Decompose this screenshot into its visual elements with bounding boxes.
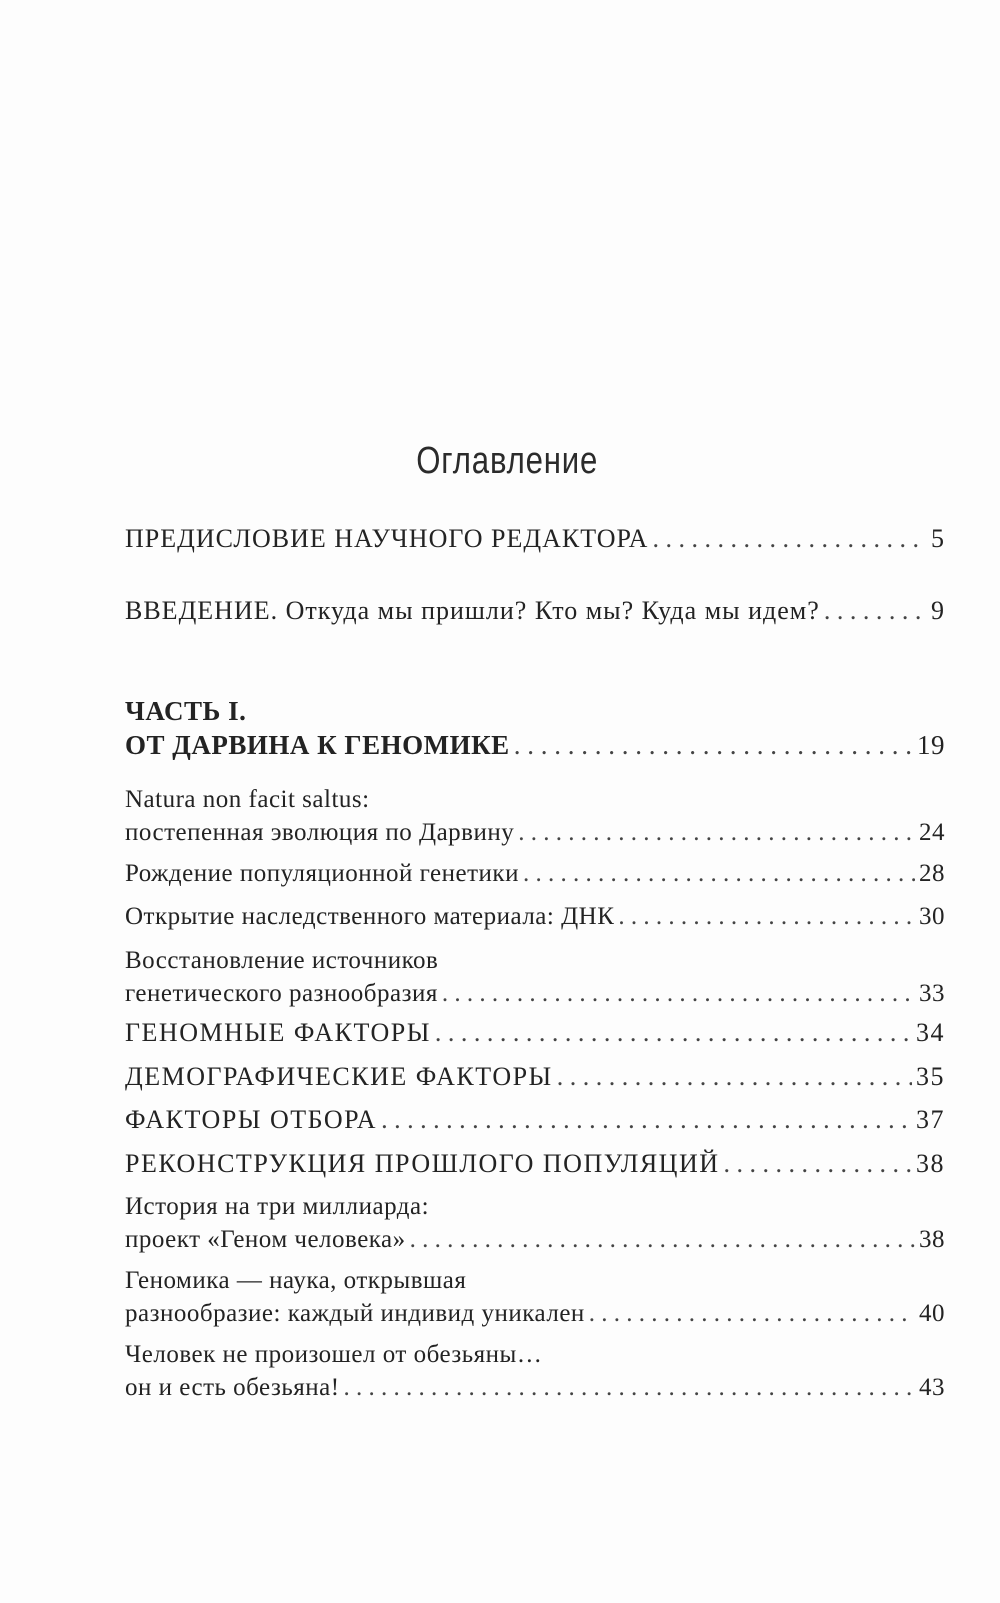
toc-entry-title-line1: Natura non facit saltus:: [125, 786, 370, 813]
toc-entry-reconstruction[interactable]: [125, 1147, 945, 1180]
toc-entry-title: ГЕНОМНЫЕ ФАКТОРЫ: [125, 1018, 431, 1047]
toc-entry-title-line2: постепенная эволюция по Дарвину: [125, 819, 515, 846]
toc-page-number: 5: [931, 524, 945, 553]
dot-leader: [523, 857, 915, 890]
page-title: Оглавление: [416, 440, 599, 482]
toc-page-number: 38: [916, 1149, 945, 1178]
toc-entry-title-line1: Восстановление источников: [125, 947, 439, 974]
toc-entry-genomics[interactable]: [125, 1264, 945, 1330]
toc-page-number: 35: [916, 1062, 945, 1091]
toc-entry-dna[interactable]: [125, 900, 945, 933]
toc-entry-genomic[interactable]: [125, 1016, 945, 1049]
toc-entry-natura[interactable]: [125, 783, 945, 849]
toc-page-number: 24: [919, 819, 945, 846]
toc-entry-title-line2: разнообразие: каждый индивид уникален: [125, 1300, 585, 1327]
dot-leader: [618, 900, 915, 933]
toc-page-number: 38: [919, 1226, 945, 1253]
dot-leader: [435, 1016, 912, 1049]
dot-leader: [514, 729, 913, 762]
toc-entry-demographic[interactable]: [125, 1060, 945, 1093]
toc-page-number: 28: [919, 860, 945, 887]
toc-entry-title: Открытие наследственного материала: ДНК: [125, 903, 615, 930]
toc-page-number: 40: [919, 1300, 945, 1327]
toc-part-label: ЧАСТЬ I.: [125, 696, 247, 726]
toc-page-number: 43: [919, 1374, 945, 1401]
dot-leader: [724, 1147, 912, 1180]
toc-entry-selection[interactable]: [125, 1103, 945, 1136]
toc-page-number: 30: [919, 903, 945, 930]
toc-entry-monkey[interactable]: [125, 1338, 945, 1404]
dot-leader: [589, 1297, 915, 1330]
toc-entry-sources[interactable]: [125, 944, 945, 1010]
toc-entry-title: РЕКОНСТРУКЦИЯ ПРОШЛОГО ПОПУЛЯЦИЙ: [125, 1149, 720, 1178]
toc-entry-intro[interactable]: [125, 594, 945, 627]
dot-leader: [381, 1103, 912, 1136]
toc-entry-title-line2: он и есть обезьяна!: [125, 1374, 340, 1401]
dot-leader: [410, 1223, 915, 1256]
toc-page-number: 37: [916, 1105, 945, 1134]
toc-entry-title: ДЕМОГРАФИЧЕСКИЕ ФАКТОРЫ: [125, 1062, 553, 1091]
dot-leader: [557, 1060, 912, 1093]
toc-entry-title: ФАКТОРЫ ОТБОРА: [125, 1105, 378, 1134]
toc-page-number: 34: [916, 1018, 945, 1047]
toc-entry-title-line1: Человек не произошел от обезьяны…: [125, 1341, 543, 1368]
toc-entry-preface[interactable]: [125, 522, 945, 555]
toc-entry-part1[interactable]: [125, 695, 945, 762]
toc-page-number: 19: [917, 730, 945, 760]
toc-page-number: 9: [931, 596, 945, 625]
dot-leader: [442, 977, 915, 1010]
dot-leader: [518, 816, 915, 849]
toc-entry-history[interactable]: [125, 1190, 945, 1256]
toc-entry-popgen[interactable]: [125, 857, 945, 890]
toc-entry-title: ОТ ДАРВИНА К ГЕНОМИКЕ: [125, 730, 510, 760]
dot-leader: [824, 594, 927, 627]
toc-entry-title: Рождение популяционной генетики: [125, 860, 519, 887]
dot-leader: [652, 522, 927, 555]
toc-entry-title-line1: История на три миллиарда:: [125, 1193, 430, 1220]
toc-entry-title: ВВЕДЕНИЕ. Откуда мы пришли? Кто мы? Куда мы идем?: [125, 596, 820, 625]
toc-entry-title-line2: проект «Геном человека»: [125, 1226, 406, 1253]
dot-leader: [344, 1371, 915, 1404]
toc-entry-title: ПРЕДИСЛОВИЕ НАУЧНОГО РЕДАКТОРА: [125, 524, 649, 553]
toc-page-number: 33: [919, 980, 945, 1007]
toc-entry-title-line2: генетического разнообразия: [125, 980, 438, 1007]
toc-entry-title-line1: Геномика — наука, открывшая: [125, 1267, 467, 1294]
